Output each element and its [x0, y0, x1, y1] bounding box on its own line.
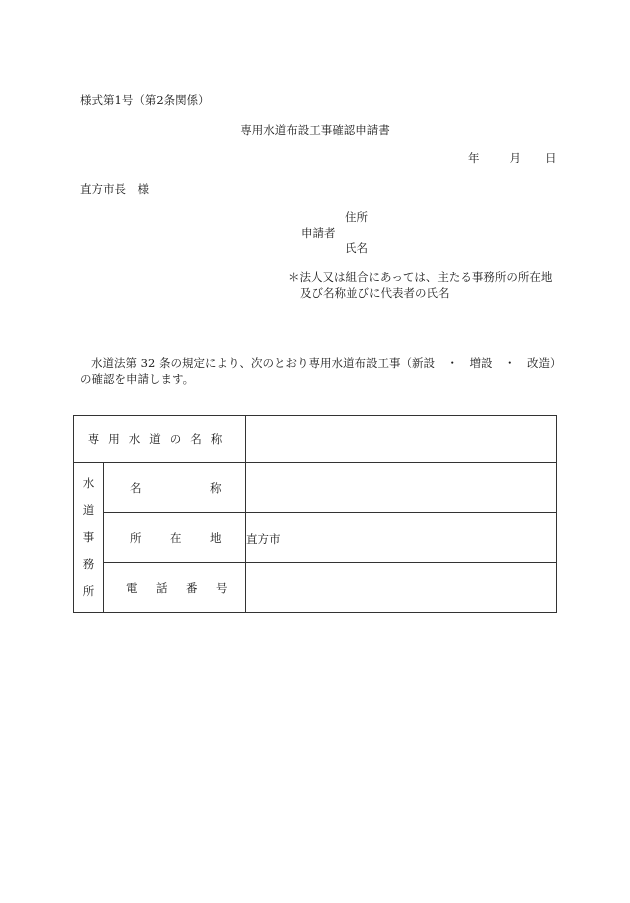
document-title: 専用水道布設工事確認申請書: [240, 123, 390, 137]
body-text-line1: 水道法第 32 条の規定により、次のとおり専用水道布設工事（新設 ・ 増設 ・ 改造）: [91, 356, 562, 370]
office-location-field[interactable]: 直方市: [246, 513, 557, 563]
office-phone-field[interactable]: [246, 563, 557, 613]
table-row-waterworks-name: [74, 416, 557, 463]
waterworks-name-field[interactable]: [246, 416, 557, 463]
corporate-note-line2: 及び名称並びに代表者の氏名: [300, 286, 450, 300]
date-day: 日: [545, 151, 557, 165]
office-name-label: 名 称: [104, 463, 246, 513]
date-month: 月: [509, 151, 521, 165]
table-row-office-name: [74, 463, 557, 513]
office-name-field[interactable]: [246, 463, 557, 513]
date-year: 年: [468, 151, 480, 165]
office-location-label: 所 在 地: [104, 513, 246, 563]
table-row-office-phone: [74, 563, 557, 613]
address-label: 住所: [345, 210, 368, 224]
waterworks-name-label: 専用水道の名称: [74, 416, 246, 463]
date-line: [468, 153, 557, 165]
form-number: 様式第1号（第2条関係）: [80, 93, 210, 107]
name-label: 氏名: [345, 241, 368, 255]
application-table: [73, 415, 557, 613]
office-phone-label: 電 話 番 号: [104, 563, 246, 613]
office-vertical-label: 水 道 事 務 所: [74, 463, 104, 613]
body-text-line2: の確認を申請します。: [80, 372, 195, 386]
corporate-note-line1: ＊法人又は組合にあっては、主たる事務所の所在地: [288, 270, 553, 284]
applicant-label: 申請者: [301, 226, 336, 240]
table-row-office-location: [74, 513, 557, 563]
recipient: 直方市長 様: [80, 182, 149, 196]
